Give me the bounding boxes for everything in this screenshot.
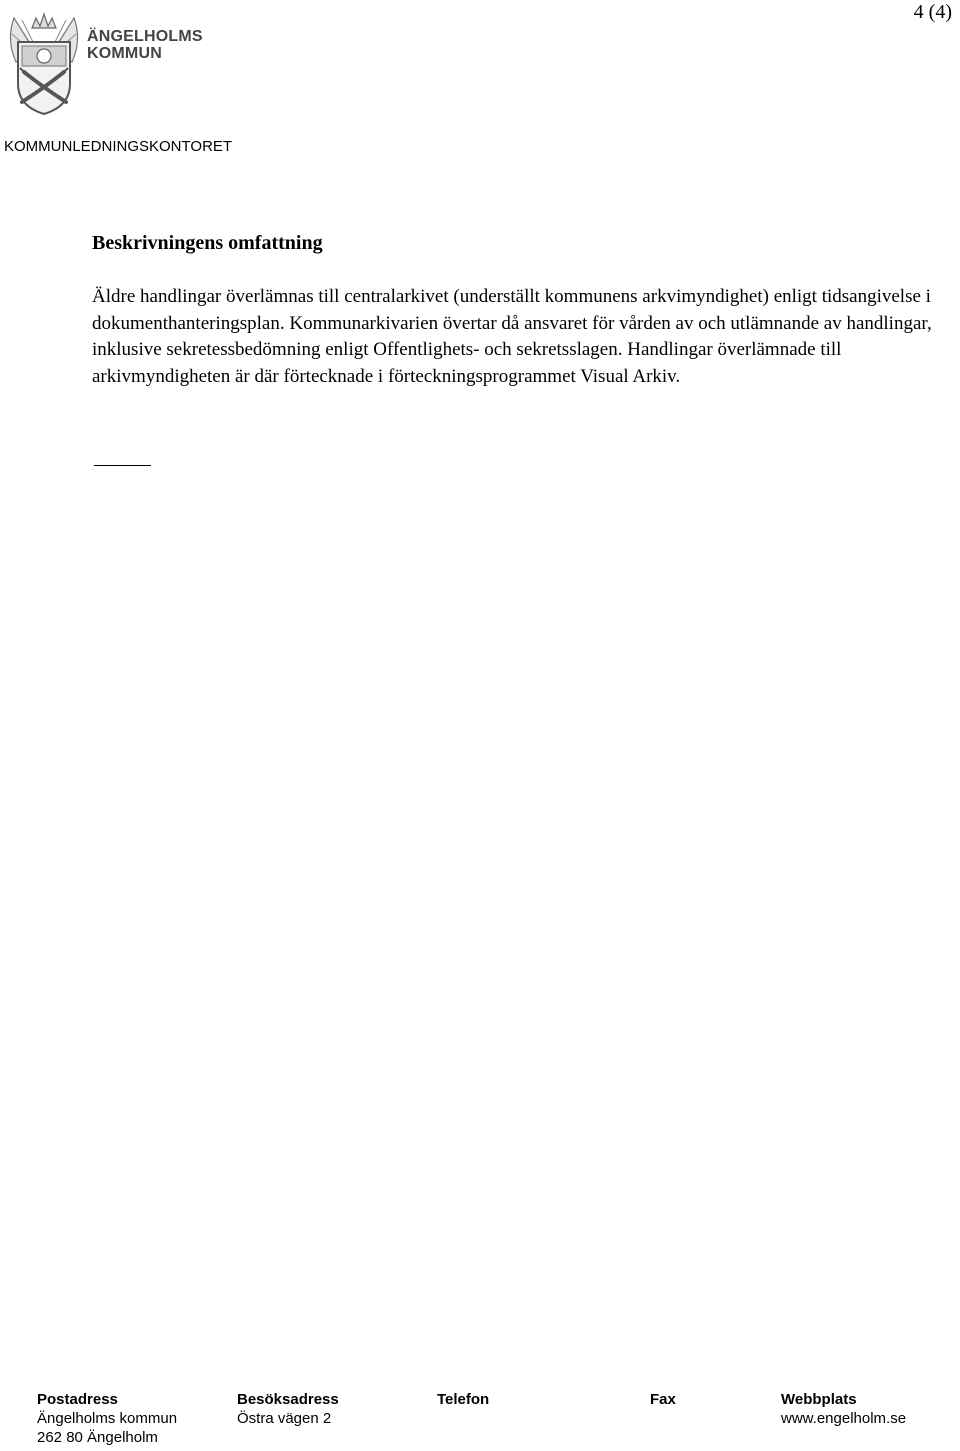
footer-visit-address [237, 1390, 339, 1428]
body-paragraph: Äldre handlingar överlämnas till centralarkivet (underställt kommunens arkvimyndighet) enligt tidsangivelse i dokumenthanteringsplan. Kommunarkivarien övertar då ansvaret för vården av och utlämnande av handlingar, inklusive sekretessbedömning enligt Offentlighets- och sekretsslagen. Handlingar överlämnade till arkivmyndigheten är där förtecknade i förteckningsprogrammet Visual Arkiv. [92, 286, 932, 387]
organization-name: ÄNGELHOLMS KOMMUN [87, 28, 203, 62]
footer-postal-address [37, 1390, 177, 1447]
footer-website-link[interactable]: www.engelholm.se [781, 1410, 907, 1427]
footer-website [781, 1390, 906, 1428]
footer-phone [437, 1390, 489, 1409]
page-number: 4 (4) [913, 1, 952, 23]
footer-label-web: Webbplats [781, 1391, 857, 1408]
footer-visit-line1: Östra vägen 2 [237, 1410, 332, 1427]
footer-label-fax: Fax [650, 1391, 676, 1408]
footer-postal-line1: Ängelholms kommun [37, 1410, 178, 1427]
footer-label-visit: Besöksadress [237, 1391, 339, 1408]
footer-label-postal: Postadress [37, 1391, 118, 1408]
coat-of-arms-icon [4, 10, 203, 118]
section-heading: Beskrivningens omfattning [92, 232, 323, 254]
divider [94, 465, 151, 466]
department-name: KOMMUNLEDNINGSKONTORET [4, 138, 233, 155]
footer-fax [650, 1390, 676, 1409]
footer-postal-line2: 262 80 Ängelholm [37, 1429, 158, 1446]
footer-label-phone: Telefon [437, 1391, 490, 1408]
municipality-logo [4, 10, 203, 118]
